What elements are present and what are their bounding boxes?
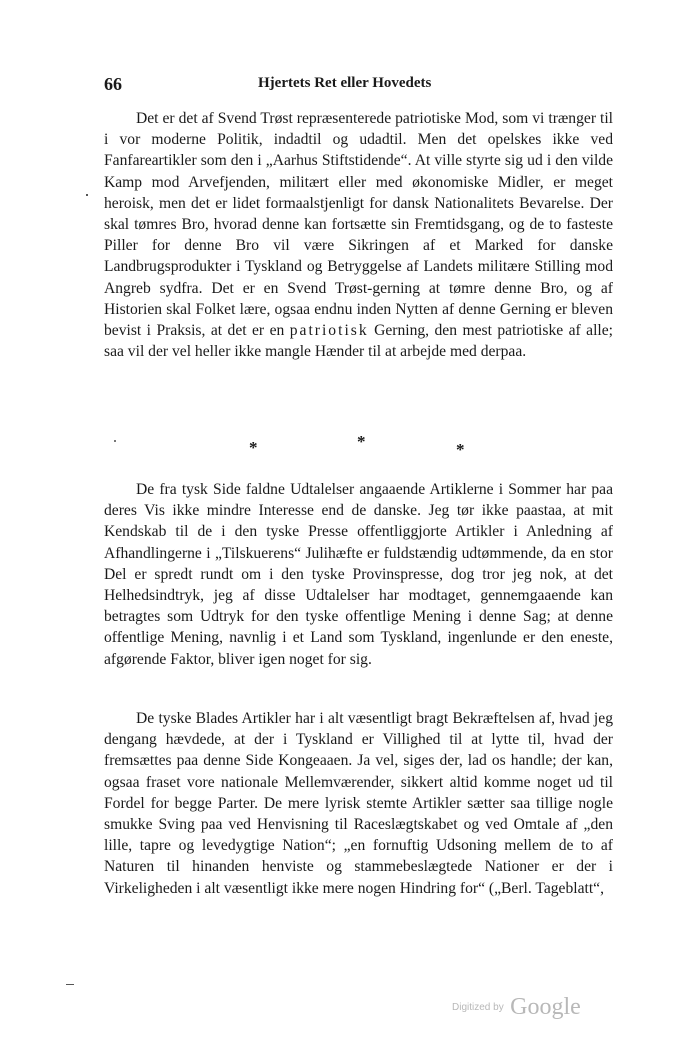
running-title: Hjertets Ret eller Hovedets bbox=[258, 75, 432, 91]
watermark-prefix: Digitized by bbox=[452, 1002, 504, 1013]
edge-mark bbox=[66, 984, 74, 985]
digitization-watermark bbox=[452, 994, 581, 1021]
asterisk: * bbox=[456, 440, 465, 459]
asterisk: * bbox=[357, 432, 366, 451]
paragraph-1-end: Gerning, den mest patriotiske af alle; saa vil der vel heller ikke mangle Hænder til at arbejde med derpaa. bbox=[104, 322, 613, 361]
google-logo: Google bbox=[510, 994, 581, 1020]
paragraph-3: De tyske Blades Artikler har i alt væsentligt bragt Bekræftelsen af, hvad jeg dengang hævdede, at der i Tyskland er Villighed til at lytte til, hvad der fremsættes paa denne Side Kongeaaen. Ja vel, siges der, lad os handle; der kan, ogsaa fraset vore nationale Mellemværender, sikkert altid komme noget ud til Fordel for begge Parter. De mere lyrisk stemte Artikler sætter saa tillige nogle smukke Sving paa ved Henvisning til Raceslægtskabet og ved Omtale af „den lille, tapre og levedygtige Nation“; „en fornuftig Udsoning mellem de to af Naturen til hinanden henviste og stammebeslægtede Nationer er der i Virkeligheden i alt væsentligt ikke mere nogen Hindring for“ („Berl. Tageblatt“, bbox=[104, 710, 613, 897]
emphasized-word: patriotisk bbox=[289, 322, 369, 340]
section-break bbox=[104, 432, 613, 459]
paragraph-1 bbox=[104, 108, 613, 362]
page-number: 66 bbox=[104, 74, 122, 94]
asterisk: * bbox=[249, 438, 258, 457]
paragraph-1-text: Det er det af Svend Trøst repræsenterede patriotiske Mod, som vi trænger til i vor moderne Politik, indadtil og udadtil. Men det opelskes ikke ved Fanfareartikler som den i „Aarhus Stiftstidende“. At ville styrte sig ud i den vilde Kamp mod Arvefjenden, militært eller med økonomiske Midler, er meget heroisk, men det er lidet formaalstjenligt for dansk Nationalitets Bevarelse. Der skal tømres Bro, hvorad denne kan fortsætte sin Fremtidsgang, og de to fasteste Piller for denne Bro vil være Sikringen af et Marked for danske Landbrugsprodukter i Tyskland og Betryggelse af Landets militære Stilling mod Angreb sydfra. Det er en Svend Trøst-gerning at tømre denne Bro, og af Historien skal Folket lære, ogsaa endnu inden Nytten af denne Gerning er bleven bevist i Praksis, at det er en bbox=[104, 110, 613, 340]
stray-mark bbox=[86, 194, 88, 196]
paragraph-2: De fra tysk Side faldne Udtalelser angaaende Artiklerne i Sommer har paa deres Vis ikke mindre Interesse end de danske. Jeg tør ikke paastaa, at mit Kendskab til de i den tyske Presse offentliggjorte Artikler i Anledning af Afhandlingerne i „Tilskuerens“ Julihæfte er fuldstændig udtømmende, da en stor Del er spredt rundt om i den tyske Provinspresse, dog tror jeg nok, at det Helhedsindtryk, jeg af disse Udtalelser har modtaget, gennemgaaende kan betragtes som Udtryk for den tyske offentlige Mening i denne Sag; at denne offentlige Mening, navnlig i et Land som Tyskland, ingenlunde er den eneste, afgørende Faktor, bliver igen noget for sig. bbox=[104, 481, 613, 668]
page-header bbox=[104, 74, 612, 98]
